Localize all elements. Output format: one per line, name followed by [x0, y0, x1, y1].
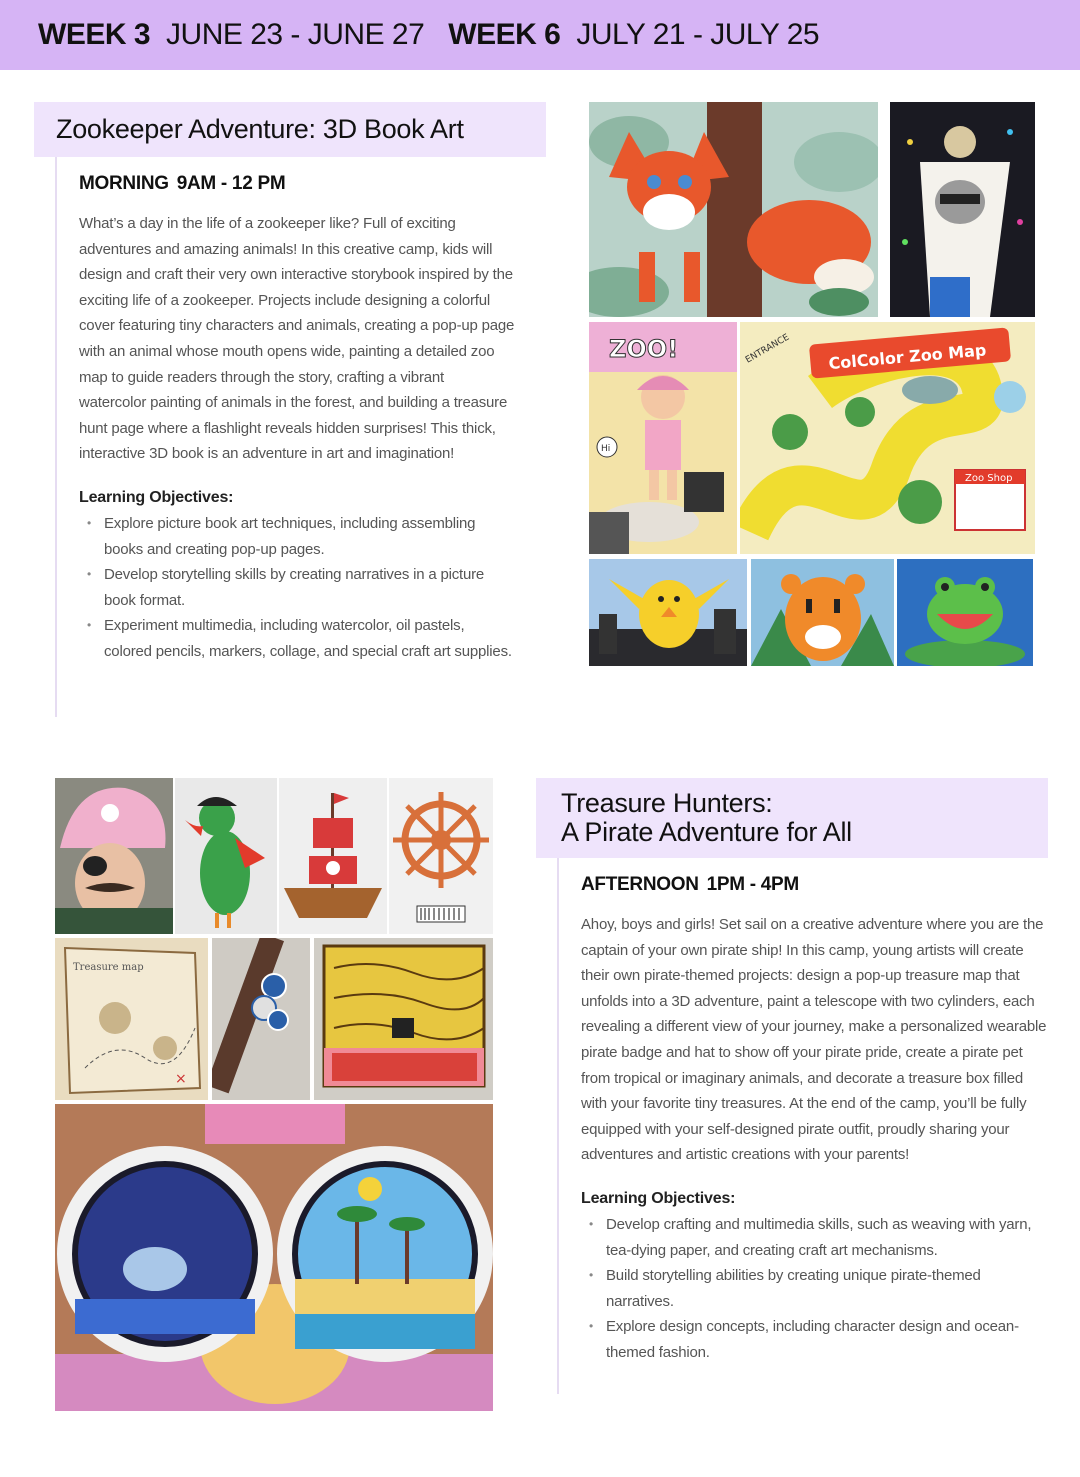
pirate-hat-photo-image: [55, 778, 173, 934]
camp1-session: [79, 173, 515, 195]
camp1-session-time: 9AM - 12 PM: [176, 173, 286, 194]
camp1-section: [55, 157, 515, 717]
zoo-map-image: [740, 322, 1035, 554]
svg-text:×: ×: [175, 1071, 187, 1087]
camp1-session-name: MORNING: [79, 173, 169, 194]
treasure-map-label: Treasure map: [73, 962, 144, 973]
treasure-map-image: [55, 938, 208, 1100]
zoo-map-title-text: ColColor Zoo Map: [827, 340, 988, 374]
camp1-title-bar: [34, 102, 546, 157]
camp1-title: Zookeeper Adventure: 3D Book Art: [56, 114, 464, 144]
week-3-dates: JUNE 23 - JUNE 27: [166, 18, 425, 51]
pirate-badge-image: [212, 938, 310, 1100]
hi-bubble-text: Hi: [601, 444, 611, 454]
list-item: • Explore design concepts, including character design and ocean-themed fashion.: [581, 1314, 1047, 1365]
pirate-ship-image: [279, 778, 387, 934]
camp2-title-line1: Treasure Hunters:: [561, 788, 773, 818]
list-item: • Explore picture book art techniques, including assembling books and creating pop-up pages.: [79, 511, 515, 562]
camp1-objectives-title: Learning Objectives:: [79, 488, 234, 506]
week-header: [0, 0, 1080, 70]
fox-painting-image: [589, 102, 878, 317]
treasure-box-image: [314, 938, 493, 1100]
camp2-description: Ahoy, boys and girls! Set sail on a creative adventure where you are the captain of your own pirate ship! In this camp, young artists will create their own pirate-themed projects: design a pop-up treasure map that unfolds into a 3D adventure, paint a telescope with two cylinders, each revealing a different view of your journey, make a personalized wearable pirate badge and hat to show off your pirate pride, create a pirate pet from tropical or imaginary animals, and decorate a treasure box filled with your favorite tiny treasures. At the end of the camp, you’ll be fully equipped with your self-designed pirate outfit, proudly sharing your adventures and artistic creations with your parents!: [581, 916, 1047, 1164]
camp2-session-time: 1PM - 4PM: [706, 874, 799, 895]
camp2-session: [581, 874, 1047, 896]
raccoon-flashlight-image: [890, 102, 1035, 317]
camp2-objectives-title: Learning Objectives:: [581, 1189, 736, 1207]
camp1-description: What’s a day in the life of a zookeeper like? Full of exciting adventures and amazing animals! In this creative camp, kids will design and craft their very own interactive storybook inspired by the exciting life of a zookeeper. Projects include designing a colorful cover featuring tiny characters and animals, creating a pop-up page with an animal whose mouth opens wide, painting a detailed zoo map to guide readers through the story, crafting a vibrant watercolor painting of animals in the forest, and building a treasure hunt page where a flashlight reveals hidden surprises! This thick, interactive 3D book is an adventure in art and imagination!: [79, 215, 515, 463]
frog-popup-image: [897, 559, 1033, 666]
camp2-title-bar: [536, 778, 1048, 858]
list-item: • Experiment multimedia, including watercolor, oil pastels, colored pencils, markers, collage, and special craft art supplies.: [79, 613, 515, 664]
list-item: • Develop crafting and multimedia skills, such as weaving with yarn, tea-dying paper, and creating craft art mechanisms.: [581, 1212, 1047, 1263]
list-item: • Develop storytelling skills by creating narratives in a picture book format.: [79, 562, 515, 613]
camp2-session-name: AFTERNOON: [581, 874, 699, 895]
ship-wheel-image: [389, 778, 493, 934]
zoo-shop-text: Zoo Shop: [965, 473, 1013, 484]
zoo-sign-text: ZOO!: [609, 335, 679, 363]
camp2-title-line2: A Pirate Adventure for All: [561, 817, 852, 847]
zoo-cover-image: [589, 322, 737, 554]
telescope-goggles-image: [55, 1104, 493, 1411]
camp2-section: [557, 858, 1047, 1394]
week-3-label: WEEK 3: [38, 18, 151, 51]
week-6-label: WEEK 6: [448, 18, 561, 51]
list-item: • Build storytelling abilities by creating unique pirate-themed narratives.: [581, 1263, 1047, 1314]
camp1-objectives-list: [79, 511, 515, 665]
week-6-dates: JULY 21 - JULY 25: [576, 18, 820, 51]
entrance-text: ENTRANCE: [743, 332, 792, 366]
camp2-objectives-list: [581, 1212, 1047, 1366]
parrot-image: [175, 778, 277, 934]
tiger-popup-image: [751, 559, 894, 666]
chick-popup-image: [589, 559, 747, 666]
